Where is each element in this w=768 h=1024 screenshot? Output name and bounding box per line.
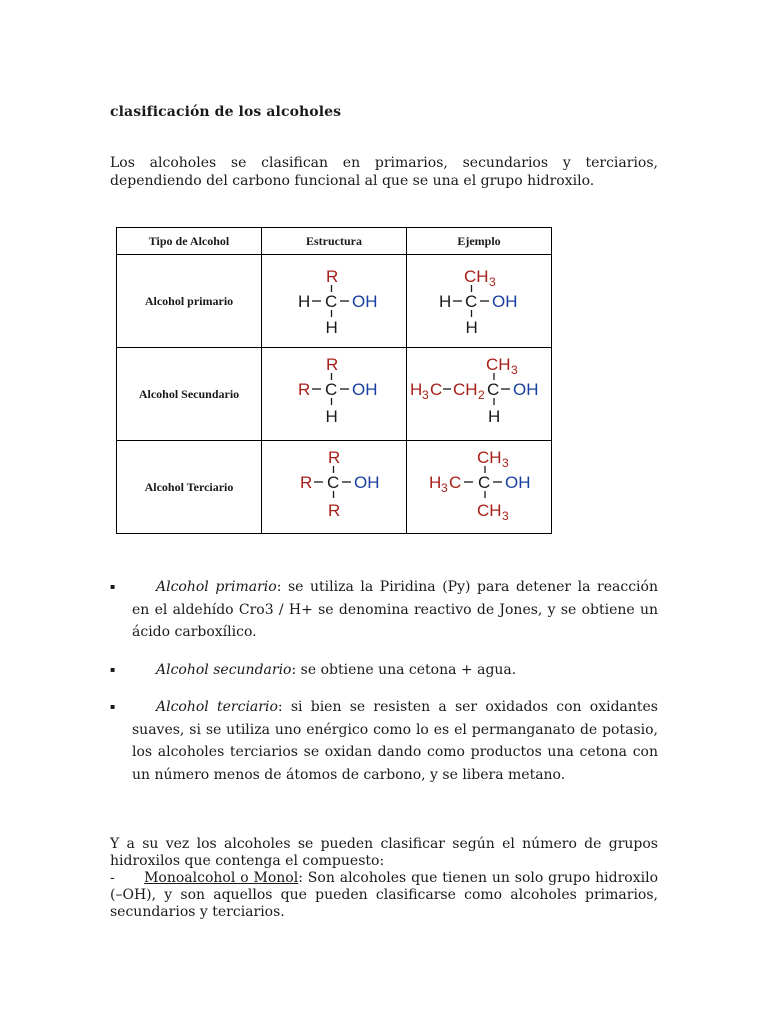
- row-type-terciario: Alcohol Terciario: [117, 441, 262, 534]
- ex-oh: OH: [513, 380, 539, 399]
- struct-r-top: R: [326, 267, 339, 286]
- ex-oh: OH: [505, 473, 531, 492]
- struct-oh: OH: [354, 473, 380, 492]
- bullet-term-terciario: Alcohol terciario: [156, 699, 278, 715]
- structure-secundario: [262, 348, 407, 441]
- ex-h3c-sub: 3: [422, 388, 429, 402]
- header-ejemplo: Ejemplo: [407, 228, 552, 255]
- table-row-secundario: [117, 348, 552, 441]
- row-type-primario: Alcohol primario: [117, 255, 262, 348]
- row-type-secundario: Alcohol Secundario: [117, 348, 262, 441]
- header-estructura: Estructura: [262, 228, 407, 255]
- struct-r-top: R: [326, 355, 339, 374]
- structure-secundario-diagram: [262, 348, 406, 435]
- bottom-dash: -: [110, 870, 115, 886]
- bullet-term-primario: Alcohol primario: [156, 579, 277, 595]
- struct-c: C: [327, 473, 340, 492]
- struct-r-top: R: [328, 448, 341, 467]
- bottom-rest: : Son alcoholes que tienen un solo grupo hidroxilo (–OH), y son aquellos que pueden clasificarse como alcoholes primarios, secundarios y terciarios.: [110, 870, 658, 920]
- example-secundario-diagram: [407, 348, 551, 435]
- ex-h-left: H: [439, 292, 452, 311]
- structure-terciario: [262, 441, 407, 534]
- table-row-terciario: [117, 441, 552, 534]
- ex-ch2: CH: [453, 380, 478, 399]
- ex-h3c-c: C: [449, 473, 462, 492]
- ex-h-bottom: H: [465, 318, 478, 337]
- bullet-marker-1: ▪: [110, 582, 116, 591]
- page-title: clasificación de los alcoholes: [110, 104, 342, 120]
- ex-c: C: [487, 380, 500, 399]
- ex-h3c-sub: 3: [441, 481, 448, 495]
- table-row-primario: [117, 255, 552, 348]
- ex-h3c-h: H: [429, 473, 442, 492]
- example-terciario-diagram: [407, 441, 551, 528]
- bullet-text-secundario: : se obtiene una cetona + agua.: [291, 661, 517, 678]
- bullet-term-secundario: Alcohol secundario: [156, 661, 292, 678]
- intro-paragraph: Los alcoholes se clasifican en primarios, secundarios y terciarios, dependiendo del carbono funcional al que se una el grupo hidroxilo.: [110, 155, 658, 189]
- bottom-term-monol: Monoalcohol o Monol: [144, 870, 299, 886]
- bullet-terciario: [110, 696, 658, 786]
- structure-terciario-diagram: [262, 441, 406, 528]
- table-header-row: [117, 228, 552, 255]
- struct-h-left: H: [298, 292, 311, 311]
- ex-ch-top: CH: [477, 448, 502, 467]
- bottom-monol: [110, 870, 658, 921]
- bullet-list: [110, 576, 658, 801]
- ex-ch2-sub: 2: [478, 388, 485, 402]
- structure-primario-diagram: [262, 255, 406, 342]
- struct-r-bottom: R: [328, 501, 341, 520]
- bullet-primario: [110, 576, 658, 644]
- bottom-line1: Y a su vez los alcoholes se pueden clasificar según el número de grupos hidroxilos que contenga el compuesto:: [110, 836, 658, 869]
- struct-c: C: [325, 292, 338, 311]
- ex-ch-bottom: CH: [477, 501, 502, 520]
- ex-c: C: [465, 292, 478, 311]
- ex-h3c-h: H: [410, 380, 423, 399]
- header-tipo: Tipo de Alcohol: [117, 228, 262, 255]
- alcohol-classification-table: [116, 227, 552, 534]
- ex-oh: OH: [492, 292, 518, 311]
- example-primario-diagram: [407, 255, 551, 342]
- struct-oh: OH: [352, 380, 378, 399]
- struct-r-left: R: [298, 380, 311, 399]
- example-terciario: [407, 441, 552, 534]
- ex-sub3-top: 3: [511, 363, 518, 377]
- struct-c: C: [325, 380, 338, 399]
- bullet-marker-2: ▪: [110, 664, 116, 674]
- bottom-paragraph: [110, 836, 658, 921]
- ex-sub3-bottom: 3: [502, 509, 509, 523]
- ex-ch-top: CH: [486, 355, 511, 374]
- bullet-text-primario: : se utiliza la Piridina (Py) para detener la reacción en el aldehído Cro3 / H+ se denomina reactivo de Jones, y se obtiene un ácido carboxílico.: [132, 579, 658, 640]
- struct-r-left: R: [300, 473, 313, 492]
- structure-primario: [262, 255, 407, 348]
- ex-sub3-top: 3: [502, 456, 509, 470]
- struct-oh: OH: [352, 292, 378, 311]
- ex-sub3-top: 3: [489, 275, 496, 289]
- ex-h-bottom: H: [488, 407, 501, 426]
- struct-h-bottom: H: [325, 318, 338, 337]
- ex-ch-top: CH: [464, 267, 489, 286]
- example-primario: [407, 255, 552, 348]
- bullet-marker-3: ▪: [110, 702, 116, 711]
- bullet-secundario: [110, 659, 658, 682]
- example-secundario: [407, 348, 552, 441]
- struct-h-bottom: H: [325, 407, 338, 426]
- ex-h3c-c: C: [430, 380, 443, 399]
- bullet-text-terciario: : si bien se resisten a ser oxidados con oxidantes suaves, si se utiliza uno enérgico como lo es el permanganato de potasio, los alcoholes terciarios se oxidan dando como productos una cetona con un número menos de átomos de carbono, y se libera metano.: [132, 699, 658, 783]
- ex-c: C: [478, 473, 491, 492]
